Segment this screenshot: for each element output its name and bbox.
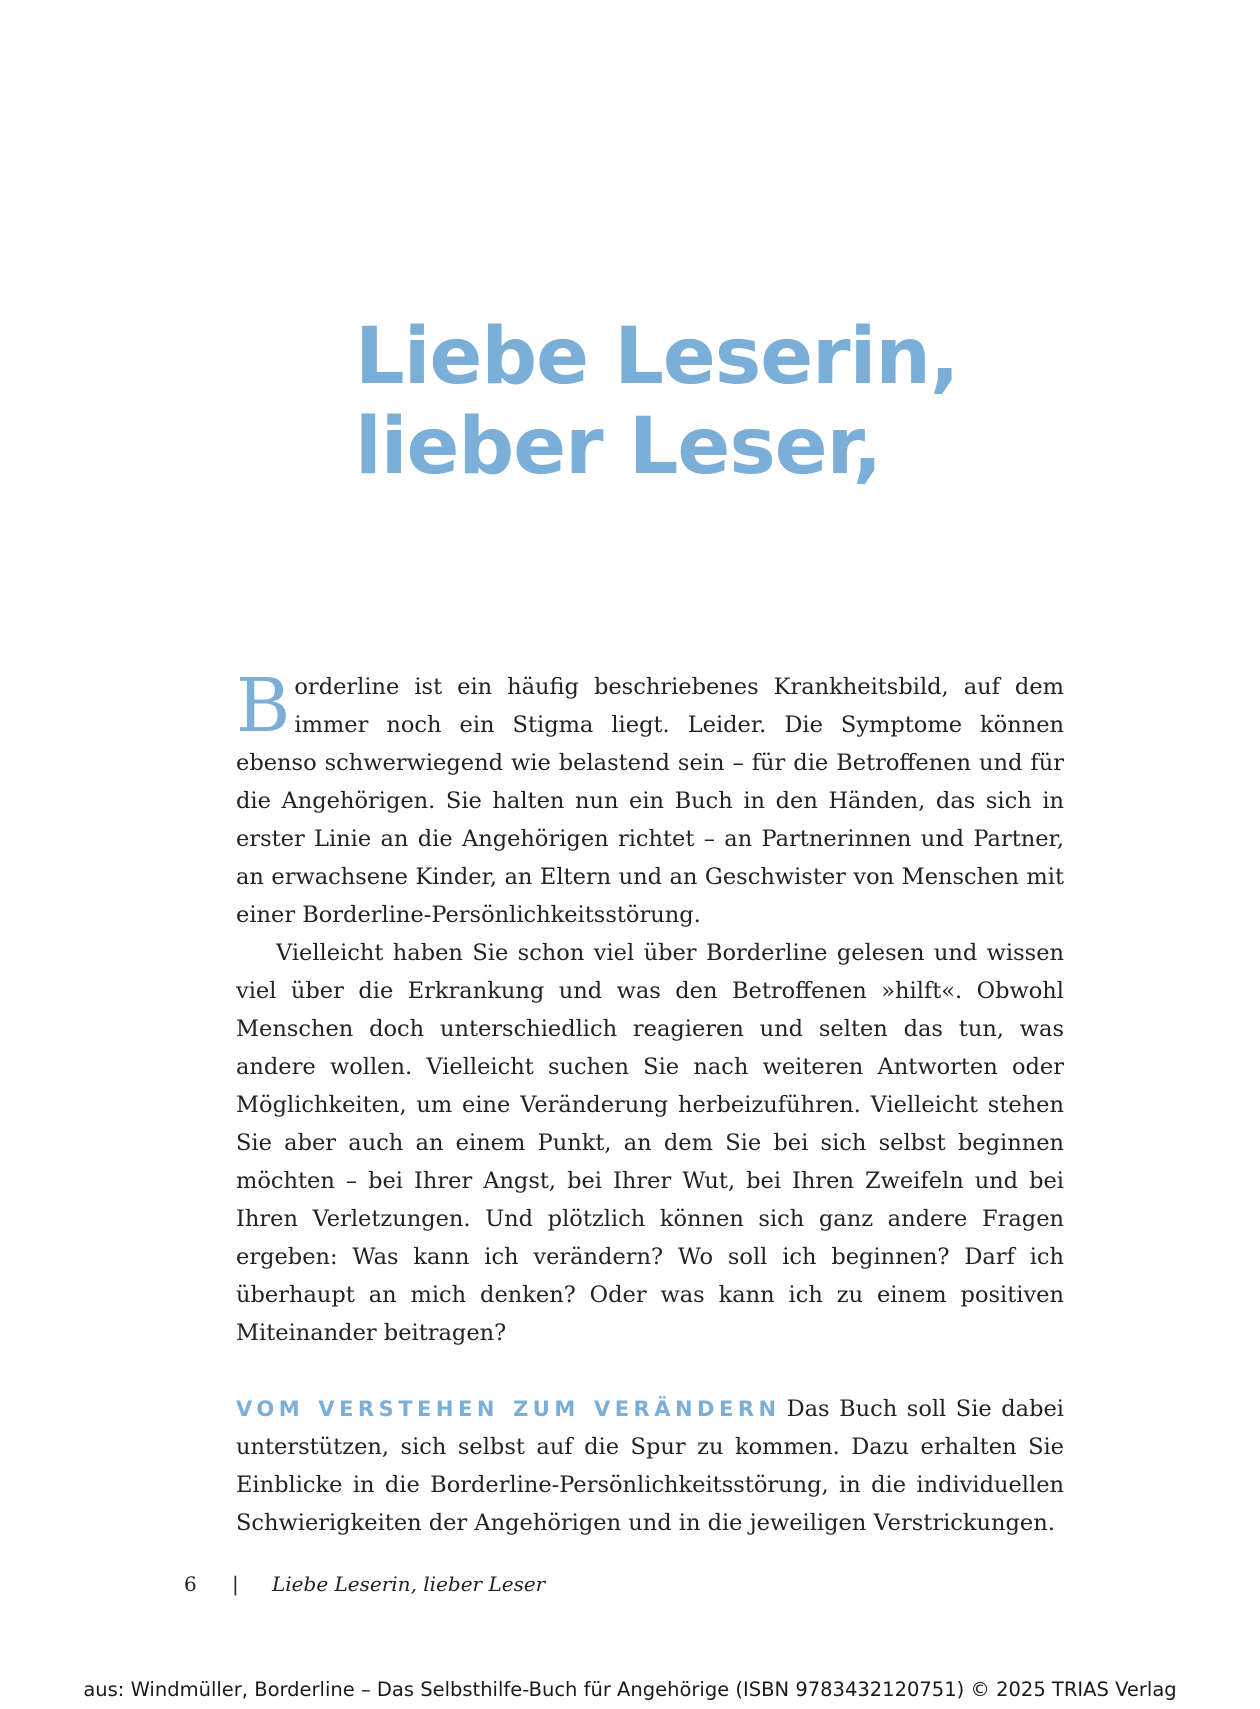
paragraph-2: Vielleicht haben Sie schon viel über Borderline gelesen und wissen viel über die Erkrankung und was den Betroffenen »hilft«. Obwohl Menschen doch unterschiedlich reagieren und selten das tun, was andere wollen. Vielleicht suchen Sie nach weiteren Antworten oder Möglichkeiten, um eine Veränderung herbeizuführen. Vielleicht stehen Sie aber auch an einem Punkt, an dem Sie bei sich selbst beginnen möchten – bei Ihrer Angst, bei Ihrer Wut, bei Ihren Zweifeln und bei Ihren Verletzungen. Und plötzlich können sich ganz andere Fragen ergeben: Was kann ich verändern? Wo soll ich beginnen? Darf ich überhaupt an mich denken? Oder was kann ich zu einem positiven Miteinander beitragen? [236,940,1064,1346]
paragraph-3 [236,1390,1064,1542]
title-line-1: Liebe Leserin, [355,312,959,402]
footer-separator: | [232,1572,239,1596]
source-credit-line: aus: Windmüller, Borderline – Das Selbsthilfe-Buch für Angehörige (ISBN 9783432120751) © 2025 TRIAS Verlag [83,1678,1177,1701]
paragraph-1 [236,663,1064,934]
page-title [355,312,1155,492]
title-line-2: lieber Leser, [355,402,882,492]
body-text [236,663,1064,1542]
paragraph-3-text: Das Buch soll Sie dabei unterstützen, sich selbst auf die Spur zu kommen. Dazu erhalten Sie Einblicke in die Borderline-Persönlichkeitsstörung, in die individuellen Schwierigkeiten der Angehörigen und in die jeweiligen Verstrickungen. [236,1396,1064,1536]
drop-cap: B [236,663,291,749]
paragraph-1-text: orderline ist ein häufig beschriebenes Krankheitsbild, auf dem immer noch ein Stigma liegt. Leider. Die Symptome können ebenso schwerwiegend wie belastend sein – für die Betroffenen und für die Angehörigen. Sie halten nun ein Buch in den Händen, das sich in erster Linie an die Angehörigen richtet – an Partnerinnen und Partner, an erwachsene Kinder, an Eltern und an Geschwister von Menschen mit einer Borderline-Persönlichkeitsstörung. [236,674,1064,928]
running-head: Liebe Leserin, lieber Leser [272,1572,546,1596]
page-footer [184,1572,545,1596]
page-number: 6 [184,1572,197,1596]
section-heading: VOM VERSTEHEN ZUM VERÄNDERN [236,1397,781,1421]
